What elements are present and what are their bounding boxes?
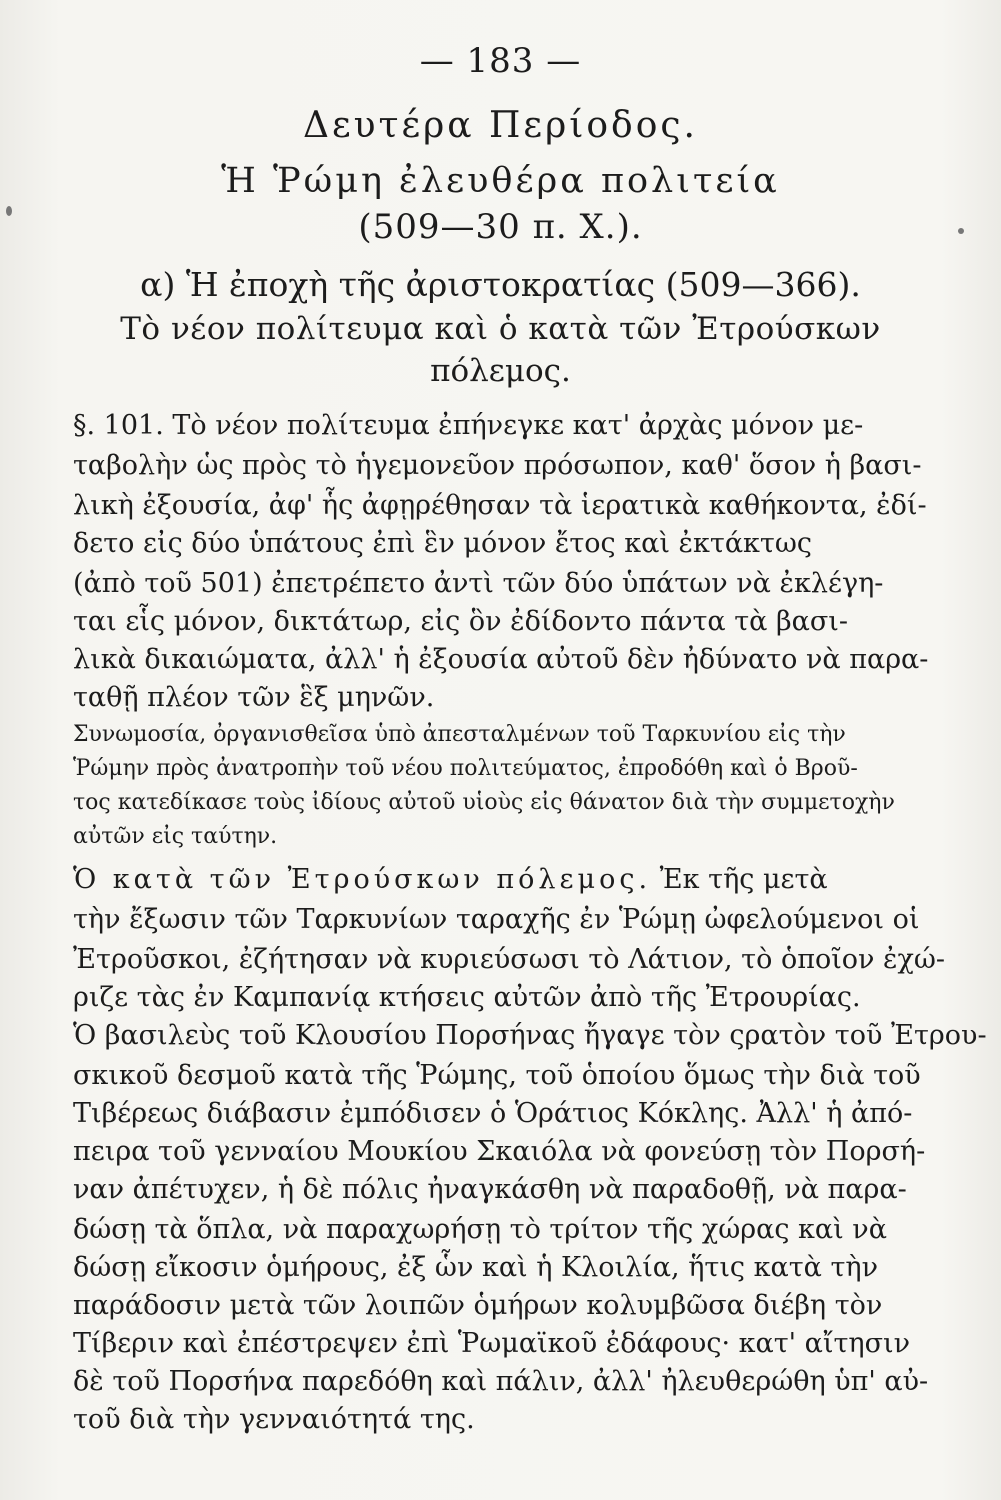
paragraph-line: (ἀπὸ τοῦ 501) ἐπετρέπετο ἀντὶ τῶν δύο ὑπάτων νὰ ἐκλέγη- xyxy=(73,568,884,599)
topic-heading-line: Τὸ νέον πολίτευμα καὶ ὁ κατὰ τῶν Ἐτρούσκων xyxy=(120,311,881,347)
paragraph-line: Τίβεριν καὶ ἐπέστρεψεν ἐπὶ Ῥωμαϊκοῦ ἐδάφους· κατ' αἴτησιν xyxy=(73,1328,911,1359)
page-number: — 183 — xyxy=(419,41,582,81)
paragraph-line: τοῦ διὰ τὴν γενναιότητά της. xyxy=(73,1404,475,1435)
paragraph-line: ριζε τὰς ἐν Καμπανίᾳ κτήσεις αὐτῶν ἀπὸ τῆς Ἐτρουρίας. xyxy=(73,982,861,1013)
paragraph-line: λικὰ δικαιώματα, ἀλλ' ἡ ἐξουσία αὐτοῦ δὲν ἠδύνατο νὰ παρα- xyxy=(73,644,929,675)
paragraph-line: δὲ τοῦ Πορσήνα παρεδόθη καὶ πάλιν, ἀλλ' ἠλευθερώθη ὑπ' αὐ- xyxy=(73,1366,929,1397)
war-paragraph-first-line xyxy=(73,866,828,893)
paragraph-line: ταθῇ πλέον τῶν ἓξ μηνῶν. xyxy=(73,682,435,713)
paragraph-line: Τιβέρεως διάβασιν ἐμπόδισεν ὁ Ὁράτιος Κόκλης. Ἀλλ' ἡ ἀπό- xyxy=(73,1098,913,1129)
period-heading: Δευτέρα Περίοδος. xyxy=(303,105,698,146)
paragraph-line: §. 101. Τὸ νέον πολίτευμα ἐπήνεγκε κατ' ἀρχὰς μόνον με- xyxy=(73,410,864,441)
epoch-heading: α) Ἡ ἐποχὴ τῆς ἀριστοκρατίας (509—366). xyxy=(140,265,861,304)
paragraph-line: δώσῃ εἴκοσιν ὁμήρους, ἐξ ὧν καὶ ἡ Κλοιλία, ἥτις κατὰ τὴν xyxy=(73,1252,878,1283)
note-line: τος κατεδίκασε τοὺς ἰδίους αὐτοῦ υἱοὺς εἰς θάνατον διὰ τὴν συμμετοχὴν xyxy=(73,790,895,815)
republic-heading: Ἡ Ῥώμη ἐλευθέρα πολιτεία xyxy=(221,161,780,201)
paragraph-line: δώσῃ τὰ ὅπλα, νὰ παραχωρήσῃ τὸ τρίτον τῆς χώρας καὶ νὰ xyxy=(73,1214,887,1245)
topic-heading-line: πόλεμος. xyxy=(430,353,571,389)
paragraph-line: πειρα τοῦ γενναίου Μουκίου Σκαιόλα νὰ φονεύσῃ τὸν Πορσή- xyxy=(73,1136,926,1167)
note-line: Ῥώμην πρὸς ἀνατροπὴν τοῦ νέου πολιτεύματος, ἐπροδόθη καὶ ὁ Βροῦ- xyxy=(73,756,858,781)
paragraph-line: τὴν ἔξωσιν τῶν Ταρκυνίων ταραχῆς ἐν Ῥώμῃ ὠφελούμενοι οἱ xyxy=(73,904,920,935)
paragraph-line: ναν ἀπέτυχεν, ἡ δὲ πόλις ἠναγκάσθη νὰ παραδοθῇ, νὰ παρα- xyxy=(73,1174,907,1205)
paragraph-line: παράδοσιν μετὰ τῶν λοιπῶν ὁμήρων κολυμβῶσα διέβη τὸν xyxy=(73,1290,883,1321)
dates-heading: (509—30 π. Χ.). xyxy=(358,207,643,247)
print-mark xyxy=(6,206,12,216)
paragraph-line: λικὴ ἐξουσία, ἀφ' ἧς ἀφῃρέθησαν τὰ ἱερατικὰ καθήκοντα, ἐδί- xyxy=(73,490,927,521)
paragraph-line: Ἐτροῦσκοι, ἐζήτησαν νὰ κυριεύσωσι τὸ Λάτιον, τὸ ὁποῖον ἐχώ- xyxy=(73,944,946,975)
note-line: Συνωμοσία, ὀργανισθεῖσα ὑπὸ ἀπεσταλμένων τοῦ Ταρκυνίου εἰς τὴν xyxy=(73,722,846,747)
paragraph-line: δετο εἰς δύο ὑπάτους ἐπὶ ἓν μόνον ἔτος καὶ ἐκτάκτως xyxy=(73,528,813,559)
paragraph-line: ταβολὴν ὡς πρὸς τὸ ἡγεμονεῦον πρόσωπον, καθ' ὅσον ἡ βασι- xyxy=(73,450,922,481)
war-subheading: Ὁ κατὰ τῶν Ἐτρούσκων πόλεμος. xyxy=(73,864,652,895)
paragraph-line: Ὁ βασιλεὺς τοῦ Κλουσίου Πορσήνας ἤγαγε τὸν ςρατὸν τοῦ Ἐτρου- xyxy=(73,1020,987,1051)
print-mark xyxy=(958,228,964,234)
paragraph-line: ται εἷς μόνον, δικτάτωρ, εἰς ὃν ἐδίδοντο πάντα τὰ βασι- xyxy=(73,606,848,637)
war-paragraph-start: Ἐκ τῆς μετὰ xyxy=(659,864,828,895)
paragraph-line: σκικοῦ δεσμοῦ κατὰ τῆς Ῥώμης, τοῦ ὁποίου ὅμως τὴν διὰ τοῦ xyxy=(73,1060,921,1091)
note-line: αὐτῶν εἰς ταύτην. xyxy=(73,824,278,849)
